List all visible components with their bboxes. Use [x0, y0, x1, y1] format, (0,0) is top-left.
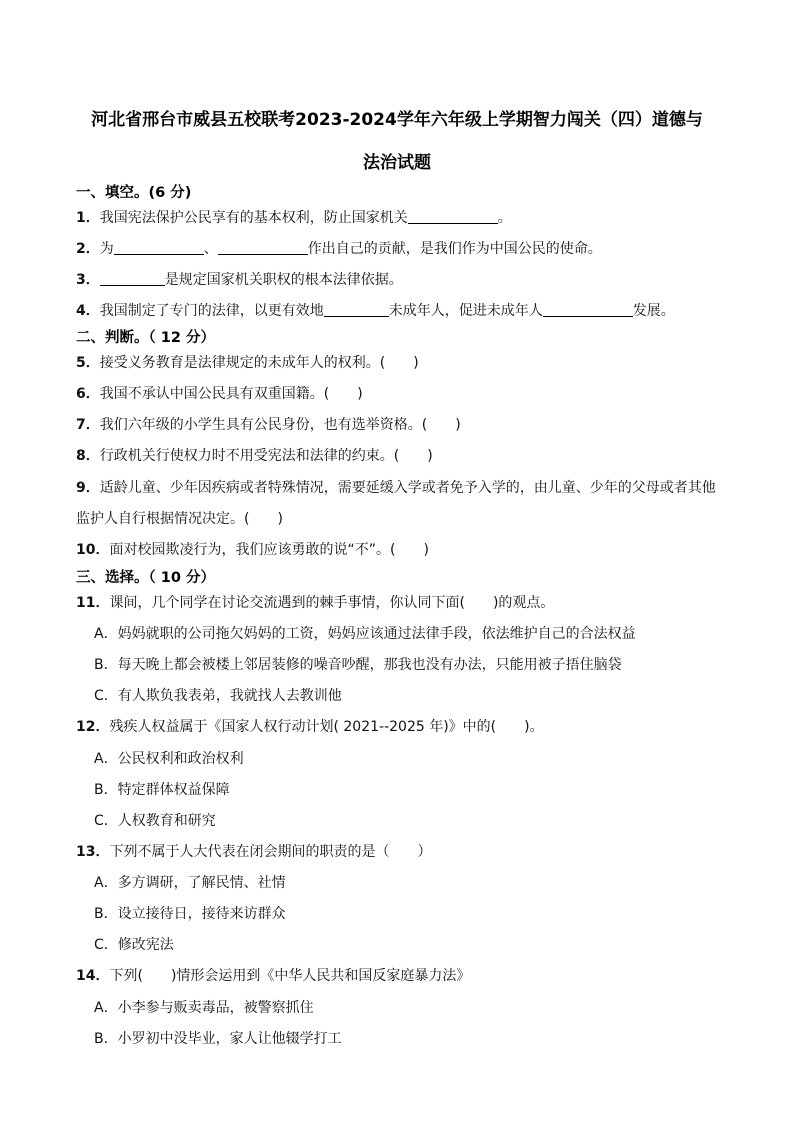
question-10 [76, 539, 429, 559]
answer-blank[interactable] [543, 302, 633, 317]
question-number: 6． [76, 386, 100, 402]
question-2 [76, 238, 602, 258]
option-14-b: B．小罗初中没毕业，家人让他辍学打工 [94, 1031, 342, 1047]
question-number: 8． [76, 448, 100, 464]
answer-blank[interactable] [218, 240, 308, 255]
question-text: 、 [203, 241, 218, 257]
question-number: 3． [76, 272, 100, 288]
question-5 [76, 352, 419, 372]
question-number: 2． [76, 241, 100, 257]
answer-blank[interactable] [324, 302, 389, 317]
exam-title-line2: 法治试题 [363, 153, 431, 173]
option-11-c: C．有人欺负我表弟，我就找人去教训他 [94, 688, 342, 704]
option-12-c: C．人权教育和研究 [94, 813, 216, 829]
section-true-false: 二、判断。（ 12 分） [76, 330, 216, 346]
answer-blank[interactable] [408, 209, 498, 224]
question-7 [76, 414, 461, 434]
question-text: 适龄儿童、少年因疾病或者特殊情况，需要延缓入学或者免予入学的，由儿童、少年的父母或者其他 [99, 480, 716, 496]
question-number: 10． [76, 542, 110, 558]
exam-title-line1: 河北省邢台市威县五校联考2023-2024学年六年级上学期智力闯关（四）道德与 [91, 110, 703, 130]
question-number: 14． [76, 968, 110, 984]
question-text: 我国制定了专门的法律，以更有效地 [99, 303, 324, 319]
question-text: 作出自己的贡献，是我们作为中国公民的使命。 [307, 241, 602, 257]
question-4 [76, 300, 675, 320]
question-text: 我国宪法保护公民享有的基本权利，防止国家机关 [99, 210, 408, 226]
question-6 [76, 383, 363, 403]
question-number: 5． [76, 355, 100, 371]
question-text: 下列( )情形会运用到《中华人民共和国反家庭暴力法》 [109, 968, 471, 984]
option-12-a: A．公民权利和政治权利 [94, 751, 244, 767]
question-text: 残疾人权益属于《国家人权行动计划( 2021--2025 年)》中的( )。 [109, 719, 544, 735]
question-text: 接受义务教育是法律规定的未成年人的权利。( ) [99, 355, 419, 371]
question-text: 未成年人，促进未成年人 [388, 303, 543, 319]
section-fill-in: 一、填空。(6 分) [76, 185, 192, 201]
question-number: 13． [76, 844, 110, 860]
question-14 [76, 965, 470, 985]
question-text: 下列不属于人大代表在闭会期间的职责的是（ ） [109, 844, 432, 860]
question-9-continued [76, 508, 283, 528]
question-number: 9． [76, 480, 100, 496]
question-8 [76, 445, 433, 465]
question-number: 11． [76, 595, 110, 611]
question-number: 4． [76, 303, 100, 319]
question-text: 课间，几个同学在讨论交流遇到的棘手事情，你认同下面( )的观点。 [109, 595, 555, 611]
question-text: 为 [99, 241, 114, 257]
option-13-a: A．多方调研，了解民情、社情 [94, 875, 286, 891]
option-13-b: B．设立接待日，接待来访群众 [94, 906, 286, 922]
question-text: 我国不承认中国公民具有双重国籍。( ) [99, 386, 363, 402]
question-text: 面对校园欺凌行为，我们应该勇敢的说“不”。( ) [109, 542, 429, 558]
option-14-a: A．小李参与贩卖毒品，被警察抓住 [94, 1000, 314, 1016]
section-multiple-choice: 三、选择。（ 10 分） [76, 570, 216, 586]
question-3 [76, 269, 403, 289]
question-12 [76, 716, 544, 736]
question-number: 12． [76, 719, 110, 735]
question-11 [76, 592, 554, 612]
option-11-a: A．妈妈就职的公司拖欠妈妈的工资，妈妈应该通过法律手段，依法维护自己的合法权益 [94, 626, 636, 642]
question-text: 监护人自行根据情况决定。( ) [76, 511, 283, 527]
question-text: 是规定国家机关职权的根本法律依据。 [164, 272, 403, 288]
option-12-b: B．特定群体权益保障 [94, 782, 230, 798]
option-11-b: B．每天晚上都会被楼上邻居装修的噪音吵醒，那我也没有办法，只能用被子捂住脑袋 [94, 657, 622, 673]
question-text: 发展。 [632, 303, 675, 319]
question-9 [76, 477, 716, 497]
answer-blank[interactable] [114, 240, 204, 255]
question-number: 7． [76, 417, 100, 433]
question-text: 我们六年级的小学生具有公民身份，也有选举资格。( ) [99, 417, 461, 433]
question-text: 行政机关行使权力时不用受宪法和法律的约束。( ) [99, 448, 433, 464]
answer-blank[interactable] [100, 271, 165, 286]
question-text: 。 [497, 210, 512, 226]
question-13 [76, 841, 431, 861]
option-13-c: C．修改宪法 [94, 937, 174, 953]
question-number: 1． [76, 210, 100, 226]
question-1 [76, 207, 512, 227]
